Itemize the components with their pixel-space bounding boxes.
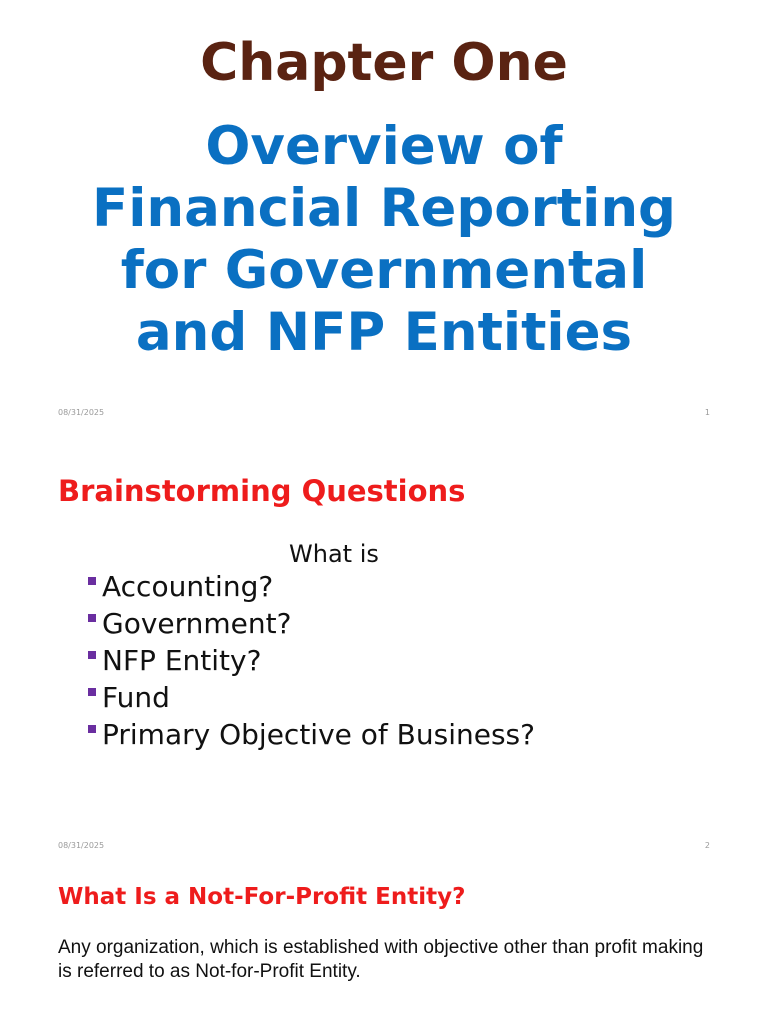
bullet-list — [88, 568, 535, 753]
list-item-text: Government? — [102, 607, 292, 640]
page-number: 1 — [704, 408, 710, 417]
list-item — [88, 605, 535, 642]
list-item — [88, 642, 535, 679]
title-line: Overview of — [205, 116, 563, 177]
square-bullet-icon — [88, 577, 96, 585]
list-item-text: Fund — [102, 681, 170, 714]
slide-date: 08/31/2025 — [58, 841, 105, 850]
slide-3 — [0, 864, 768, 1024]
slide-2 — [0, 432, 768, 864]
list-item — [88, 716, 535, 753]
list-item — [88, 568, 535, 605]
slide-date: 08/31/2025 — [58, 408, 105, 417]
chapter-heading: Chapter One — [200, 33, 568, 93]
list-item-text: Accounting? — [102, 570, 274, 603]
list-item-text: Primary Objective of Business? — [102, 718, 535, 751]
title-line: Financial Reporting — [92, 178, 676, 239]
page-number: 2 — [704, 841, 710, 850]
square-bullet-icon — [88, 688, 96, 696]
title-line: for Governmental — [120, 240, 648, 301]
list-item-text: NFP Entity? — [102, 644, 262, 677]
slide-heading: What Is a Not-For-Profit Entity? — [58, 884, 466, 910]
slide-title — [20, 116, 748, 364]
slide-1 — [0, 0, 768, 432]
square-bullet-icon — [88, 614, 96, 622]
square-bullet-icon — [88, 725, 96, 733]
body-text: Any organization, which is established with objective other than profit making is referred to as Not-for-Profit Entity. — [58, 937, 704, 982]
list-item — [88, 679, 535, 716]
intro-text: What is — [289, 540, 379, 568]
square-bullet-icon — [88, 651, 96, 659]
title-line: and NFP Entities — [135, 302, 633, 363]
slide-heading: Brainstorming Questions — [58, 474, 466, 508]
